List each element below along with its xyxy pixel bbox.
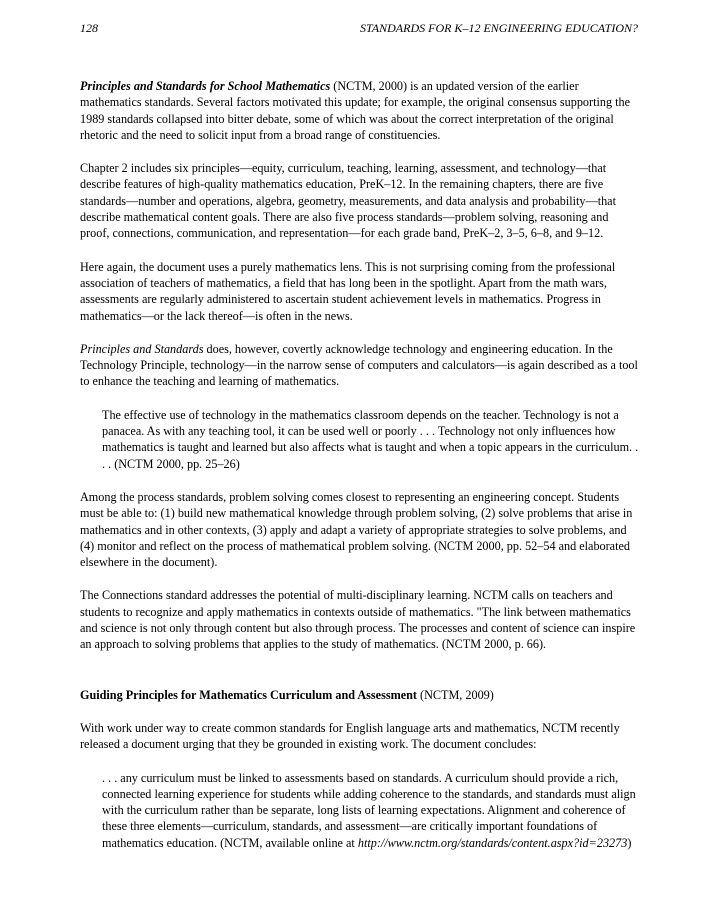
paragraph-technology-principle (80, 341, 640, 390)
block-quote-technology: The effective use of technology in the mathematics classroom depends on the teacher. Technology is not a panacea. As with any teaching tool, it can be used well or poorly . . . Technology not only influences how mathematics is taught and learned but also affects what is taught and when a topic appears in the curriculum. . . . (NCTM 2000, pp. 25–26) (102, 407, 639, 471)
paragraph-mathematics-lens: Here again, the document uses a purely mathematics lens. This is not surprising coming from the professional association of teachers of mathematics, a field that has long been in the spotlight. Apart from the math wars, assessments are regularly administered to ascertain student achievement levels in mathematics. Progress in mathematics—or the lack thereof—is often in the news. (80, 259, 616, 323)
block-quote-curriculum (102, 770, 640, 851)
page-number: 128 (80, 21, 98, 35)
running-header (80, 20, 638, 36)
paragraph-connections: The Connections standard addresses the potential of multi-disciplinary learning. NCTM calls on teachers and students to recognize and apply mathematics in contexts outside of mathematics. "The link between mathematics and science is not only through content but also through process. The processes and content of science can inspire an approach to solving problems that applies to the study of mathematics. (NCTM 2000, p. 66). (80, 588, 636, 652)
book-title-short: Principles and Standards (80, 341, 204, 356)
paragraph-chapter-2: Chapter 2 includes six principles—equity, curriculum, teaching, learning, assessment, and technology—that describe features of high-quality mathematics education, PreK–12. In the remaining chapters, there are five standards—number and operations, algebra, geometry, measurements, and data analysis and probability—that describe mathematical content goals. There are also five process standards—problem solving, reasoning and proof, connections, communication, and representation—for each grade band, PreK–2, 3–5, 6–8, and 9–12. (80, 161, 616, 241)
paragraph-text: does, however, covertly acknowledge technology and engineering education. In the Technology Principle, technology—in the narrow sense of computers and calculators—is again described as a tool to enhance the teaching and learning of mathematics. (80, 341, 638, 389)
nctm-url-link[interactable]: http://www.nctm.org/standards/content.aspx?id=23273 (357, 835, 628, 850)
quote-text: . . . any curriculum must be linked to assessments based on standards. A curriculum should provide a rich, connected learning experience for students while adding coherence to the standards, and standards must align with the curriculum rather than be separate, long lists of learning expectations. Alignment and coherence of these three elements—curriculum, standards, and assessment—are critically important foundations of mathematics education. (NCTM, available online at (102, 770, 636, 850)
section-heading-guiding-principles (80, 687, 640, 703)
paragraph-principles-intro (80, 78, 640, 143)
document-title: Guiding Principles for Mathematics Curriculum and Assessment (80, 687, 417, 702)
paragraph-problem-solving: Among the process standards, problem solving comes closest to representing an engineering concept. Students must be able to: (1) build new mathematical knowledge through problem solving, (2) solve problems that arise in mathematics and in other contexts, (3) apply and adapt a variety of appropriate strategies to solve problems, and (4) monitor and reflect on the process of mathematical problem solving. (NCTM 2000, pp. 52–54 and elaborated elsewhere in the document). (80, 489, 633, 570)
book-title: Principles and Standards for School Mathematics (80, 79, 331, 93)
citation-text: (NCTM, 2009) (416, 687, 494, 702)
paragraph-common-standards: With work under way to create common standards for English language arts and mathematics, NCTM recently released a document urging that they be grounded in existing work. The document concludes: (80, 720, 620, 752)
running-title: STANDARDS FOR K–12 ENGINEERING EDUCATION? (360, 21, 638, 35)
paragraph-text: (NCTM, 2000) is an updated version of the earlier mathematics standards. Several factors motivated this update; for example, the original consensus supporting the 1989 standards collapsed into bitter debate, some of which was about the correct interpretation of the original rhetoric and the need to solicit input from a broad range of constituencies. (80, 79, 630, 142)
document-body (80, 78, 640, 868)
quote-close: ) (627, 835, 632, 850)
